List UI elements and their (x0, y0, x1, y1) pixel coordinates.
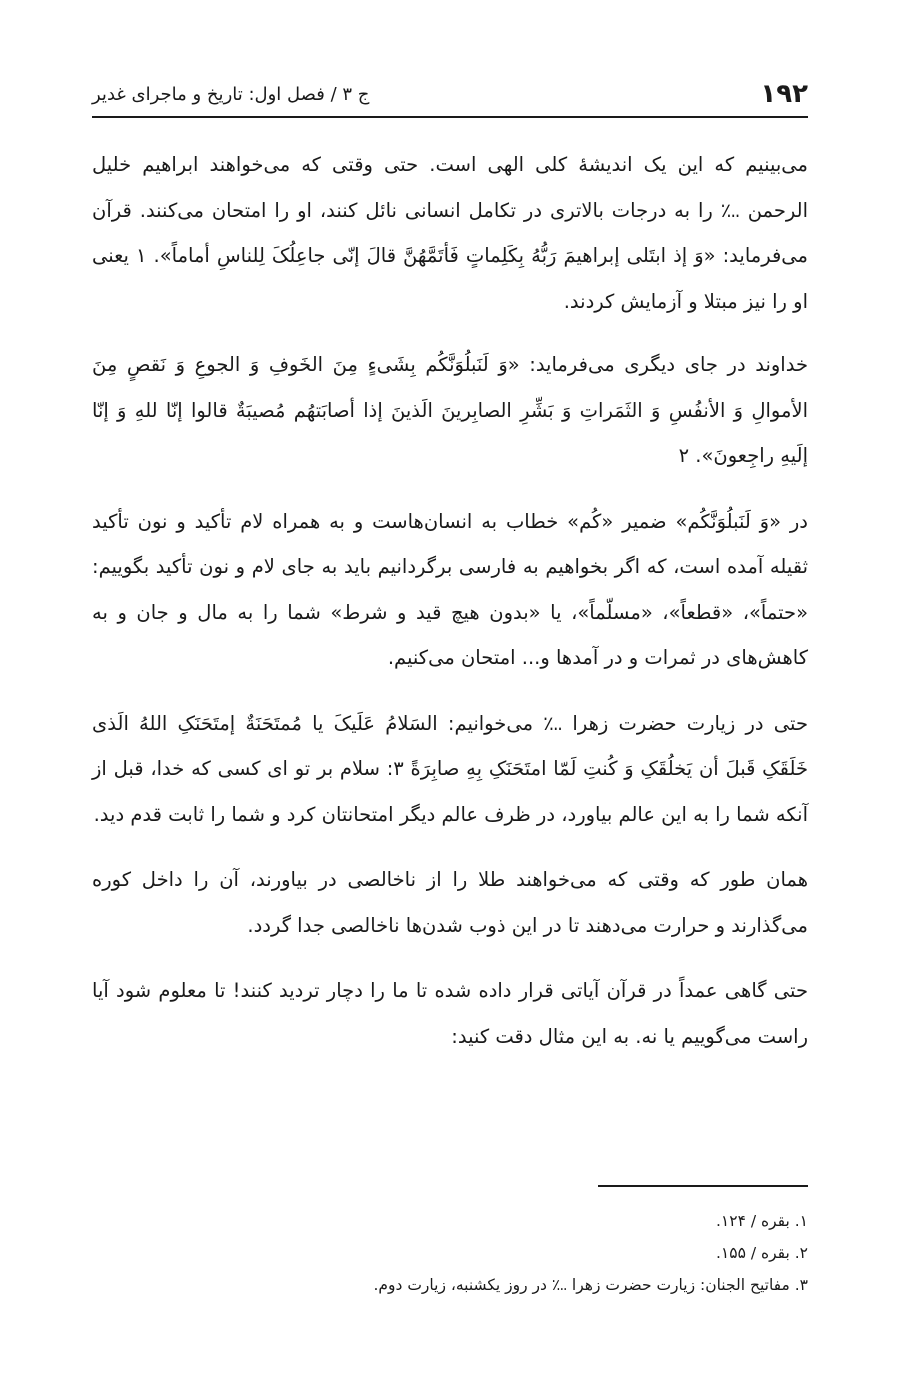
page-number: ۱۹۲ (760, 79, 808, 109)
paragraph-1: می‌بینیم که این یک اندیشهٔ کلی الهی است. حتی وقتی که می‌خواهند ابراهیم خلیل الرحمن ؊ را به درجات بالاتری در تکامل انسانی نائل کنند، او را امتحان می‌کنند. قرآن می‌فرماید: «وَ إذ ابتَلی إبراهیمَ رَبُّهُ بِکَلِماتٍ فَأتَمَّهُنَّ قالَ إنّی جاعِلُکَ لِلناسِ أماماً». ۱ یعنی او را نیز مبتلا و آزمایش کردند. (92, 153, 809, 313)
footnotes (92, 1205, 808, 1301)
paragraph-2: خداوند در جای دیگری می‌فرماید: «وَ لَنَبلُوَنَّکُم بِشَیءٍ مِنَ الخَوفِ وَ الجوعِ وَ نَقصٍ مِنَ الأموالِ وَ الأنفُسِ وَ الثَمَراتِ وَ بَشِّرِ الصابِرینَ الَذینَ إذا أصابَتهُم مُصیبَةٌ قالوا إنّا للهِ وَ إنّا إلَیهِ راجِعونَ». ۲ (92, 353, 808, 467)
footnote-divider (598, 1185, 808, 1187)
footnote-3: ۳. مفاتیح الجنان: زیارت حضرت زهرا ؊ در روز یکشنبه، زیارت دوم. (373, 1276, 808, 1294)
footnote-2: ۲. بقره / ۱۵۵. (715, 1244, 808, 1262)
running-head: ج ۳ / فصل اول: تاریخ و ماجرای غدیر (92, 83, 370, 105)
body-text (92, 142, 808, 1079)
paragraph-5: همان طور که وقتی که می‌خواهند طلا را از ناخالصی در بیاورند، آن را داخل کوره می‌گذارند و حرارت می‌دهند تا در این ذوب شدن‌ها ناخالصی جدا گردد. (92, 868, 808, 937)
footnote-1: ۱. بقره / ۱۲۴. (715, 1212, 808, 1230)
paragraph-4: حتی در زیارت حضرت زهرا ؊ می‌خوانیم: السَلامُ عَلَیکَ یا مُمتَحَنَةٌ إمتَحَنَکِ اللهُ الَذی خَلَقَکِ قَبلَ أن یَخلُقَکِ وَ کُنتِ لَمّا امتَحَنَکِ بِهِ صابِرَةً ۳: سلام بر تو ای کسی که خدا، قبل از آنکه شما را به این عالم بیاورد، در ظرف عالم دیگر امتحانتان کرد و شما را ثابت قدم دید. (92, 711, 808, 826)
paragraph-3: در «وَ لَنَبلُوَنَّکُم» ضمیر «کُم» خطاب به انسان‌هاست و به همراه لام تأکید و نون تأکید ثقیله آمده است، که اگر بخواهیم به فارسی برگردانیم باید به جای لام و نون تأکید بگوییم: «حتماً»، «قطعاً»، «مسلّماً»، یا «بدون هیچ قید و شرط» شما را به مال و جان و به کاهش‌های در ثمرات و در آمدها و... امتحان می‌کنیم. (92, 509, 808, 669)
paragraph-6: حتی گاهی عمداً در قرآن آیاتی قرار داده شده تا ما را دچار تردید کنند! تا معلوم شود آیا راست می‌گوییم یا نه. به این مثال دقت کنید: (92, 979, 808, 1048)
page-header (92, 72, 808, 118)
